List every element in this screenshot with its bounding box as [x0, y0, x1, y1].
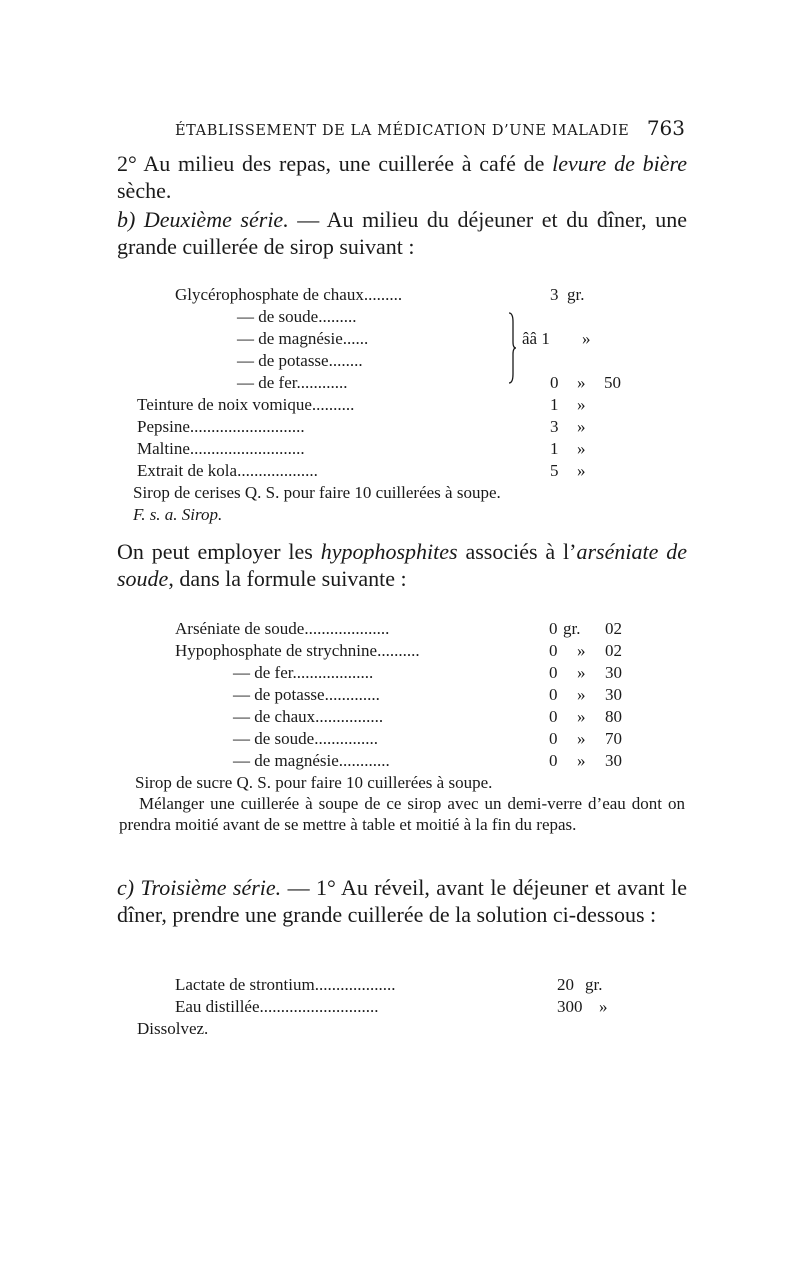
- paragraph-troisieme-serie: [117, 874, 687, 928]
- ingredient-name: — de soude...............: [233, 729, 378, 748]
- ingredient-name: Teinture de noix vomique..........: [137, 395, 355, 414]
- paragraph-text: On peut employer les: [117, 539, 321, 564]
- formula-row: [137, 306, 687, 328]
- ingredient-qty: 0: [549, 751, 558, 770]
- paragraph-text: — 1° Au réveil, avant le déjeuner et avant le dîner, prendre une grande cuillerée de la solution ci-dessous :: [117, 875, 687, 927]
- mixing-instructions: Mélanger une cuillerée à soupe de ce sirop avec un demi-verre d’eau dont on prendra moitié avant de se mettre à table et moitié à la fin du repas.: [119, 794, 685, 835]
- italic-term: arséniate de soude: [117, 539, 687, 591]
- formula-row: [137, 460, 687, 482]
- formula-footer: [133, 504, 687, 526]
- ingredient-name: — de soude.........: [237, 307, 357, 326]
- ingredient-name: — de potasse........: [237, 351, 363, 370]
- ingredient-qty: 0: [549, 641, 558, 660]
- ingredient-frac: 30: [605, 685, 622, 704]
- ingredient-frac: 02: [605, 641, 622, 660]
- formula-footer: [133, 482, 687, 504]
- section-label: b) Deuxième série.: [117, 207, 289, 232]
- ingredient-unit: »: [577, 395, 586, 414]
- formula-row: [137, 284, 687, 306]
- ingredient-frac: 30: [605, 663, 622, 682]
- ingredient-qty: 0: [549, 729, 558, 748]
- ingredient-unit: »: [577, 729, 586, 748]
- ingredient-frac: 50: [604, 373, 621, 392]
- formula-row: [137, 640, 687, 662]
- ingredient-qty: 5: [550, 461, 559, 480]
- ingredient-name: Extrait de kola...................: [137, 461, 318, 480]
- ingredient-name: — de magnésie............: [233, 751, 390, 770]
- ingredient-unit: »: [577, 641, 586, 660]
- formula-row: [137, 350, 687, 372]
- ingredient-unit: »: [577, 417, 586, 436]
- formula-footer: [137, 1018, 687, 1040]
- paragraph-hypophosphites: [117, 538, 687, 592]
- paragraph-text: — Au milieu du déjeuner et du dîner, une grande cuillerée de sirop suivant :: [117, 207, 687, 259]
- ingredient-qty: 3: [550, 285, 559, 304]
- ingredient-name: — de fer...................: [233, 663, 374, 682]
- ingredient-qty: 1: [550, 395, 559, 414]
- ingredient-name: — de chaux................: [233, 707, 384, 726]
- ingredient-unit: gr.: [585, 975, 603, 994]
- ingredient-unit: »: [577, 461, 586, 480]
- ingredient-name: Arséniate de soude....................: [175, 619, 390, 638]
- ingredient-qty: ââ 1: [522, 329, 550, 348]
- paragraph-deuxieme-serie: [117, 206, 687, 260]
- ingredient-name: Glycérophosphate de chaux.........: [175, 285, 403, 304]
- ingredient-qty: 20: [557, 975, 574, 994]
- formula-row: [137, 662, 687, 684]
- formula-row: [137, 750, 687, 772]
- formula-row: [137, 728, 687, 750]
- formula-row: [137, 996, 687, 1018]
- ingredient-unit: »: [577, 373, 586, 392]
- ingredient-unit: »: [582, 329, 591, 348]
- ingredient-frac: 70: [605, 729, 622, 748]
- italic-term: levure de bière: [552, 151, 687, 176]
- ingredient-unit: »: [577, 707, 586, 726]
- ingredient-frac: 02: [605, 619, 622, 638]
- formula-row: [137, 372, 687, 394]
- paragraph-text: sèche.: [117, 178, 172, 203]
- ingredient-qty: 300: [557, 997, 583, 1016]
- ingredient-name: Maltine...........................: [137, 439, 305, 458]
- formula-row: [137, 684, 687, 706]
- ingredient-frac: 80: [605, 707, 622, 726]
- formula-row: [137, 394, 687, 416]
- ingredient-name: Lactate de strontium...................: [175, 975, 396, 994]
- ingredient-unit: »: [577, 439, 586, 458]
- paragraph-text: associés à l’: [457, 539, 577, 564]
- ingredient-qty: 0: [549, 685, 558, 704]
- ingredient-name: — de fer............: [237, 373, 348, 392]
- formula-row: [137, 416, 687, 438]
- running-header: [175, 116, 685, 140]
- formula-instruction: Sirop de cerises Q. S. pour faire 10 cuillerées à soupe.: [133, 483, 501, 502]
- formula-row: [137, 438, 687, 460]
- paragraph-levure: [117, 150, 687, 204]
- formula-instruction: Dissolvez.: [137, 1019, 209, 1038]
- ingredient-qty: 0: [549, 663, 558, 682]
- ingredient-name: Pepsine...........................: [137, 417, 305, 436]
- ingredient-qty: 1: [550, 439, 559, 458]
- formula-instruction: F. s. a. Sirop.: [133, 505, 223, 524]
- ingredient-qty: 0: [549, 707, 558, 726]
- section-label: c) Troisième série.: [117, 875, 282, 900]
- formula-instruction: Sirop de sucre Q. S. pour faire 10 cuillerées à soupe.: [135, 773, 493, 792]
- ingredient-unit: »: [577, 685, 586, 704]
- formula-strontium: [137, 974, 687, 1044]
- ingredient-unit: gr.: [563, 619, 581, 638]
- ingredient-qty: 0: [550, 373, 559, 392]
- formula-row: [137, 706, 687, 728]
- ingredient-unit: gr.: [567, 285, 585, 304]
- ingredient-qty: 0: [549, 619, 558, 638]
- paragraph-text: 2° Au milieu des repas, une cuillerée à café de: [117, 151, 553, 176]
- ingredient-name: — de potasse.............: [233, 685, 380, 704]
- ingredient-unit: »: [577, 663, 586, 682]
- ingredient-unit: »: [577, 751, 586, 770]
- ingredient-name: Hypophosphate de strychnine..........: [175, 641, 420, 660]
- ingredient-frac: 30: [605, 751, 622, 770]
- ingredient-name: Eau distillée............................: [175, 997, 379, 1016]
- ingredient-unit: »: [599, 997, 608, 1016]
- formula-footer: [135, 772, 687, 794]
- formula-row: [137, 328, 687, 350]
- ingredient-qty: 3: [550, 417, 559, 436]
- italic-term: hypophosphites: [320, 539, 458, 564]
- brace-symbol: [508, 312, 516, 384]
- running-title: ÉTABLISSEMENT DE LA MÉDICATION D’UNE MALADIE: [175, 123, 630, 139]
- formula-row: [137, 618, 687, 640]
- paragraph-text: , dans la formule suivante :: [168, 566, 407, 591]
- page-number: 763: [646, 116, 685, 140]
- ingredient-name: — de magnésie......: [237, 329, 369, 348]
- formula-row: [137, 974, 687, 996]
- formula-sirop: [133, 284, 687, 524]
